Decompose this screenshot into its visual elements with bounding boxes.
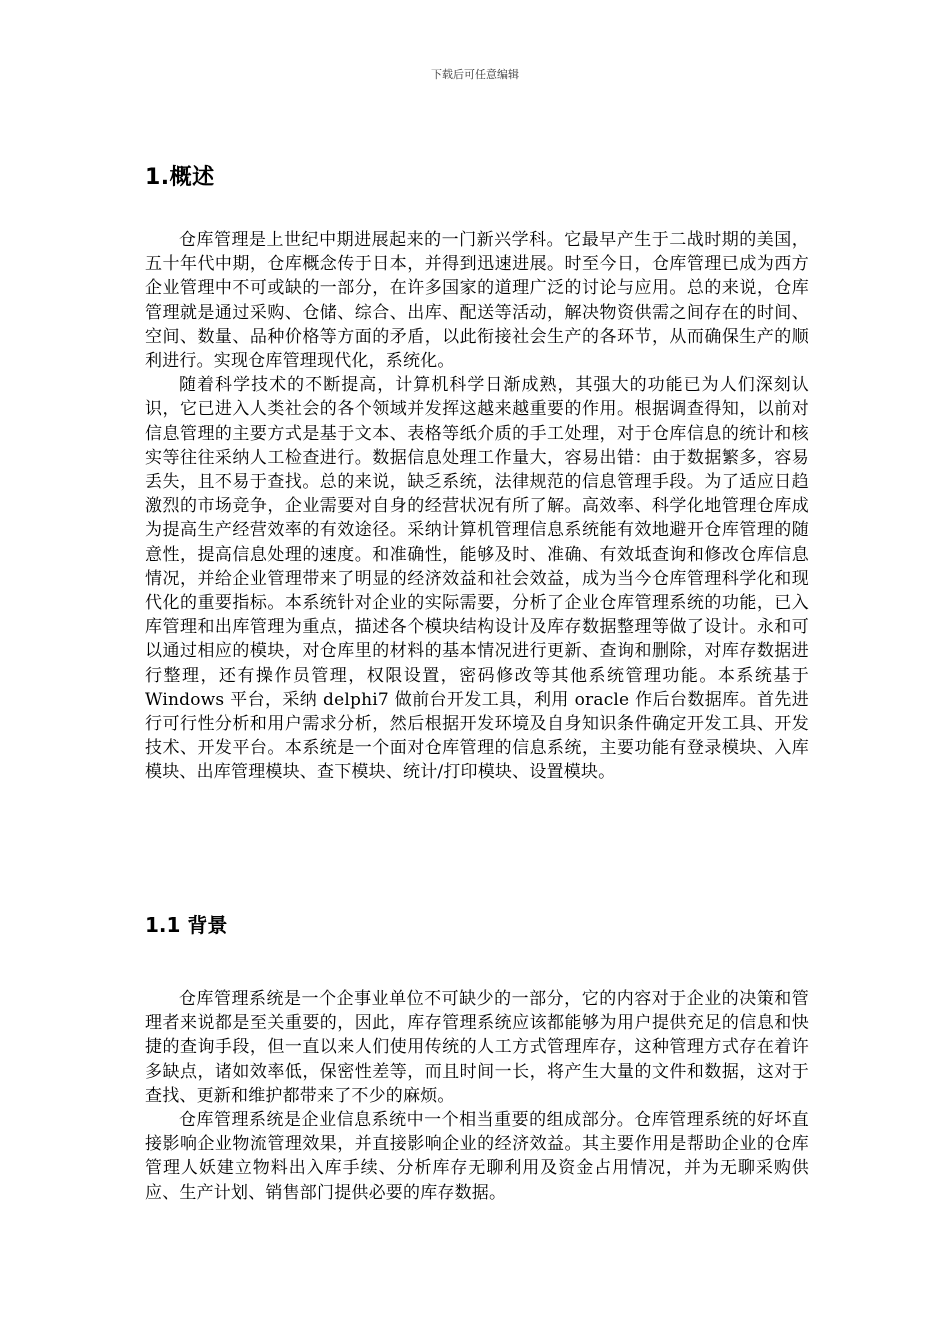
paragraph: 仓库管理系统是一个企事业单位不可缺少的一部分，它的内容对于企业的决策和管理者来说都是至关重要的，因此，库存管理系统应该都能够为用户提供充足的信息和快捷的查询手段，但一直以来人们使用传统的人工方式管理库存，这种管理方式存在着许多缺点，诸如效率低，保密性差等，而且时间一长，将产生大量的文件和数据，这对于查找、更新和维护都带来了不少的麻烦。	[145, 989, 809, 1106]
paragraph: 随着科学技术的不断提高，计算机科学日渐成熟，其强大的功能已为人们深刻认识，它已进入人类社会的各个领域并发挥这越来越重要的作用。根据调查得知，以前对信息管理的主要方式是基于文本、表格等纸介质的手工处理，对于仓库信息的统计和核实等往往采纳人工检查进行。数据信息处理工作量大，容易出错：由于数据繁多，容易丢失，且不易于查找。总的来说，缺乏系统，法律规范的信息管理手段。为了适应日趋激烈的市场竞争，企业需要对自身的经营状况有所了解。高效率、科学化地管理仓库成为提高生产经营效率的有效途径。采纳计算机管理信息系统能有效地避开仓库管理的随意性，提高信息处理的速度。和准确性，能够及时、准确、有效坻查询和修改仓库信息情况，并给企业管理带来了明显的经济效益和社会效益，成为当今仓库管理科学化和现代化的重要指标。本系统针对企业的实际需要，分析了企业仓库管理系统的功能，已入库管理和出库管理为重点，描述各个模块结构设计及库存数据整理等做了设计。永和可以通过相应的模块，对仓库里的材料的基本情况进行更新、查询和删除，对库存数据进行整理，还有操作员管理，权限设置，密码修改等其他系统管理功能。本系统基于 Windows 平台，采纳 delphi7 做前台开发工具，利用 oracle 作后台数据库。首先进行可行性分析和用户需求分析，然后根据开发环境及自身知识条件确定开发工具、开发技术、开发平台。本系统是一个面对仓库管理的信息系统，主要功能有登录模块、入库模块、出库管理模块、查下模块、统计/打印模块、设置模块。	[145, 375, 809, 783]
paragraph: 仓库管理系统是企业信息系统中一个相当重要的组成部分。仓库管理系统的好坏直接影响企业物流管理效果，并直接影响企业的经济效益。其主要作用是帮助企业的仓库管理人妖建立物料出入库手续、分析库存无聊利用及资金占用情况，并为无聊采购供应、生产计划、销售部门提供必要的库存数据。	[145, 1110, 809, 1203]
section-title-background: 1.1 背景	[145, 913, 228, 937]
page-header-note: 下载后可任意编辑	[431, 68, 519, 81]
paragraph: 仓库管理是上世纪中期进展起来的一门新兴学科。它最早产生于二战时期的美国，五十年代中期，仓库概念传于日本，并得到迅速进展。时至今日，仓库管理已成为西方企业管理中不可或缺的一部分，在许多国家的道理广泛的讨论与应用。总的来说，仓库管理就是通过采购、仓储、综合、出库、配送等活动，解决物资供需之间存在的时间、空间、数量、品种价格等方面的矛盾，以此衔接社会生产的各环节，从而确保生产的顺利进行。实现仓库管理现代化，系统化。	[145, 230, 809, 372]
section-background	[145, 987, 809, 1205]
section-title-overview: 1.概述	[145, 165, 215, 190]
section-overview	[145, 228, 809, 785]
